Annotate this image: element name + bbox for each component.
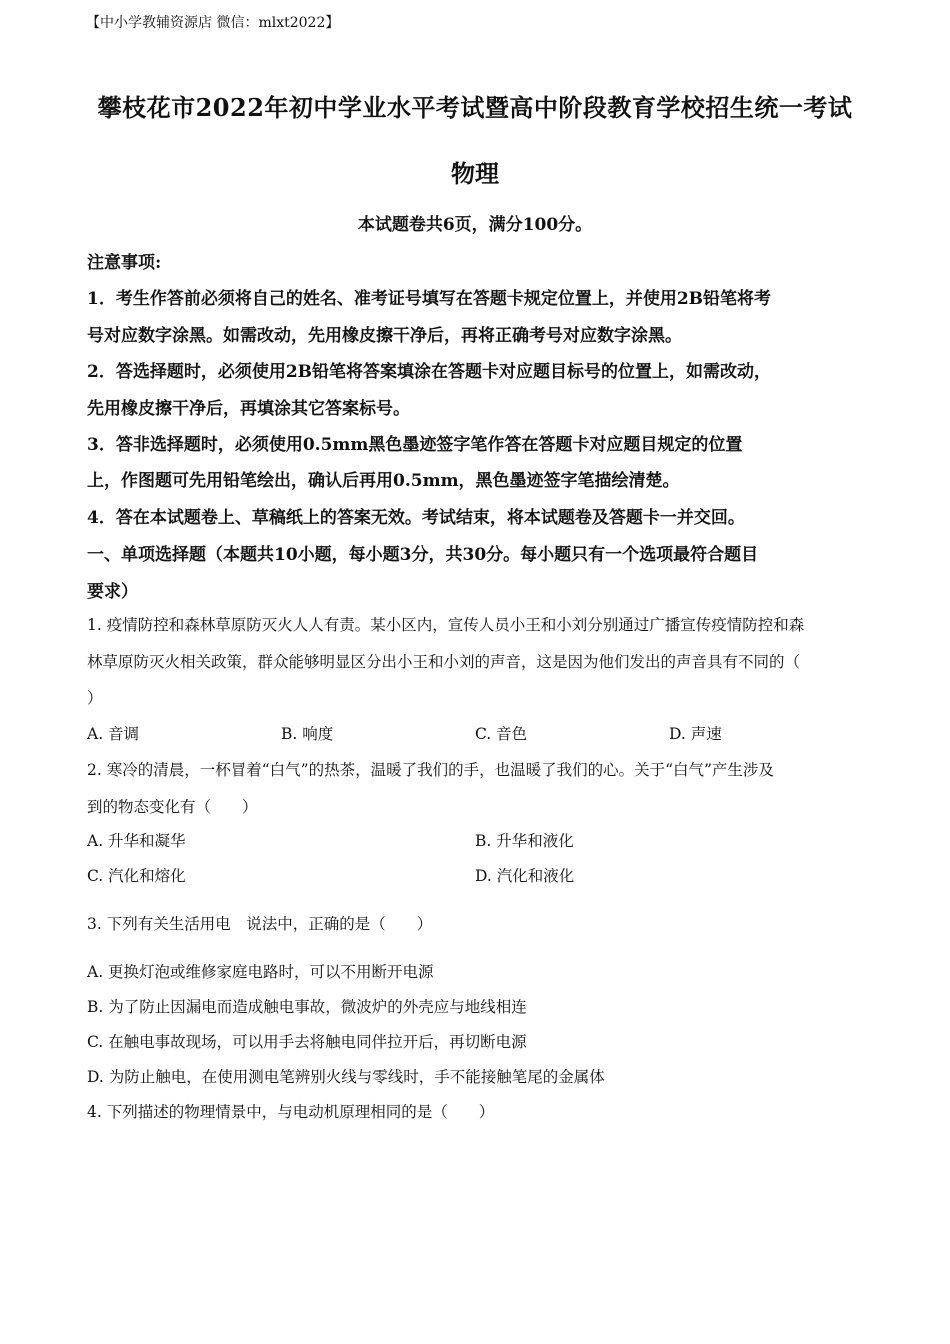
subject-title: 物理 xyxy=(451,159,499,188)
question-1-text: ） xyxy=(87,689,103,707)
notes-heading: 注意事项: xyxy=(87,253,162,273)
question-1-option-b: B. 响度 xyxy=(281,725,334,743)
question-2-text: 到的物态变化有（ ） xyxy=(87,798,258,816)
note-line: 号对应数字涂黑。如需改动，先用橡皮擦干净后，再将正确考号对应数字涂黑。 xyxy=(87,326,682,346)
note-line: 先用橡皮擦干净后，再填涂其它答案标号。 xyxy=(87,399,410,419)
question-1-option-c: C. 音色 xyxy=(475,725,528,743)
exam-title: 攀枝花市2022年初中学业水平考试暨高中阶段教育学校招生统一考试 xyxy=(97,93,853,122)
note-line: 4．答在本试题卷上、草稿纸上的答案无效。考试结束，将本试题卷及答题卡一并交回。 xyxy=(87,508,745,528)
question-2-text: 2. 寒冷的清晨，一杯冒着“白气”的热茶，温暖了我们的手，也温暖了我们的心。关于“白气”产生涉及 xyxy=(87,761,774,779)
section-heading: 一、单项选择题（本题共10小题，每小题3分，共30分。每小题只有一个选项最符合题目 xyxy=(87,545,759,565)
exam-info: 本试题卷共6页，满分100分。 xyxy=(357,215,593,235)
question-2-option-c: C. 汽化和熔化 xyxy=(87,867,186,885)
note-line: 上，作图题可先用铅笔绘出，确认后再用0.5mm，黑色墨迹签字笔描绘清楚。 xyxy=(87,471,680,491)
question-2-option-b: B. 升华和液化 xyxy=(475,832,574,850)
question-2-option-a: A. 升华和凝华 xyxy=(87,832,186,850)
question-3-text: 3. 下列有关生活用电 说法中，正确的是（ ） xyxy=(87,915,433,933)
question-3-option-d: D. 为防止触电，在使用测电笔辨别火线与零线时，手不能接触笔尾的金属体 xyxy=(87,1068,605,1086)
question-1-option-d: D. 声速 xyxy=(669,725,722,743)
question-3-option-a: A. 更换灯泡或维修家庭电路时，可以不用断开电源 xyxy=(87,963,434,981)
question-2-option-d: D. 汽化和液化 xyxy=(475,867,575,885)
note-line: 2．答选择题时，必须使用2B铅笔将答案填涂在答题卡对应题目标号的位置上，如需改动， xyxy=(87,362,772,382)
question-3-option-b: B. 为了防止因漏电而造成触电事故，微波炉的外壳应与地线相连 xyxy=(87,998,527,1016)
question-1-text: 1. 疫情防控和森林草原防灭火人人有责。某小区内，宣传人员小王和小刘分别通过广播宣传疫情防控和森 xyxy=(87,616,805,634)
section-heading-cont: 要求） xyxy=(87,582,138,602)
note-line: 3．答非选择题时，必须使用0.5mm黑色墨迹签字笔作答在答题卡对应题目规定的位置 xyxy=(87,435,743,455)
question-1-text: 林草原防灭火相关政策，群众能够明显区分出小王和小刘的声音，这是因为他们发出的声音具有不同的（ xyxy=(87,653,801,671)
note-line: 1．考生作答前必须将自己的姓名、准考证号填写在答题卡规定位置上，并使用2B铅笔将考 xyxy=(87,289,772,309)
question-3-option-c: C. 在触电事故现场，可以用手去将触电同伴拉开后，再切断电源 xyxy=(87,1033,527,1051)
question-4-text: 4. 下列描述的物理情景中，与电动机原理相同的是（ ） xyxy=(87,1103,495,1121)
header-note: 【中小学教辅资源店 微信：mlxt2022】 xyxy=(86,15,340,31)
question-1-option-a: A. 音调 xyxy=(87,725,140,743)
